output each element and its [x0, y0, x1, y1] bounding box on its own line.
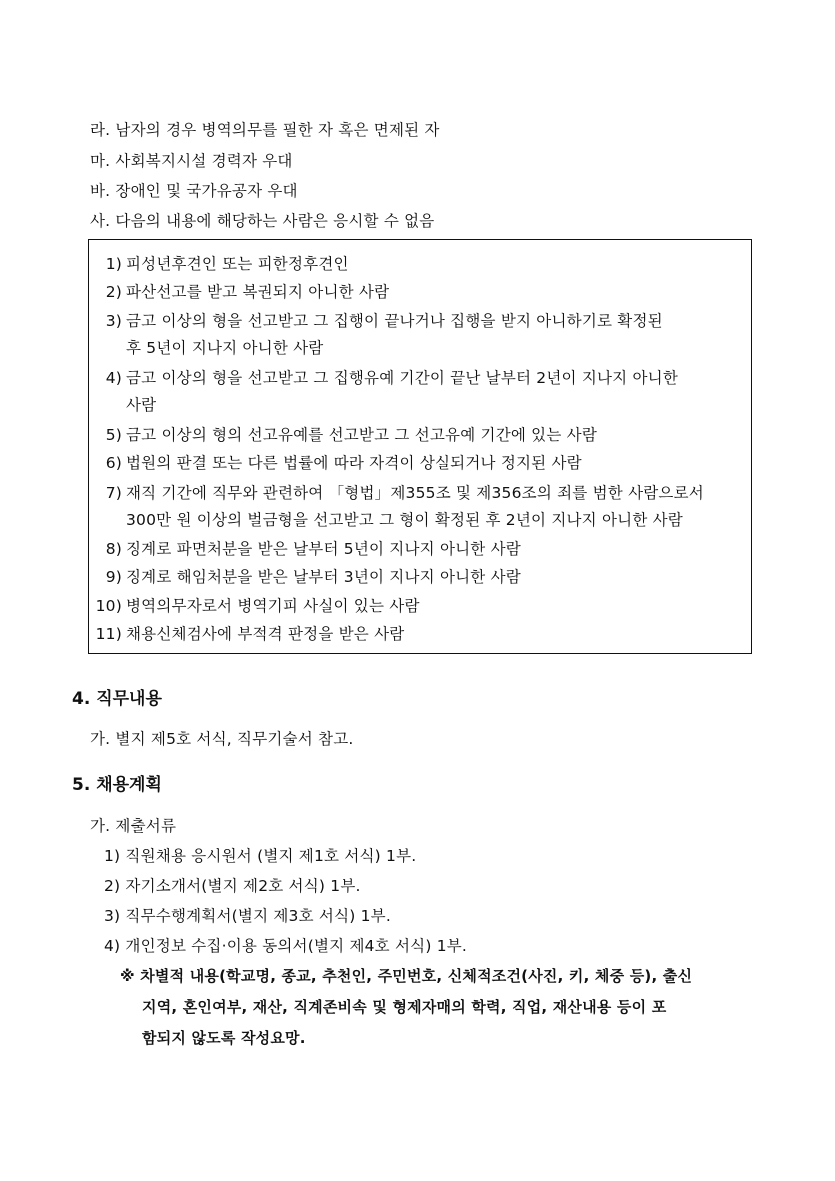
note-line: ※ 차별적 내용(학교명, 종교, 추천인, 주민번호, 신체적조건(사진, 키, 체중 등), 출신 [120, 967, 693, 985]
item-text: 채용신체검사에 부적격 판정을 받은 사람 [126, 625, 405, 643]
documents-subheading: 가. 제출서류 [90, 817, 177, 835]
item-number: 4) [105, 369, 122, 387]
disqualification-item [94, 596, 420, 616]
disqualification-item-continuation: 300만 원 이상의 벌금형을 선고받고 그 형이 확정된 후 2년이 지나지 아니한 사람 [126, 511, 683, 529]
section-heading-plan: 5. 채용계획 [72, 775, 162, 795]
item-text: 금고 이상의 형을 선고받고 그 집행이 끝나거나 집행을 받지 아니하기로 확정된 [126, 312, 663, 330]
item-text: 금고 이상의 형을 선고받고 그 집행유예 기간이 끝난 날부터 2년이 지나지 아니한 [126, 369, 678, 387]
disqualification-item [96, 425, 597, 445]
document-item: 3) 직무수행계획서(별지 제3호 서식) 1부. [104, 907, 391, 925]
job-description-item: 가. 별지 제5호 서식, 직무기술서 참고. [90, 730, 354, 748]
item-text: 법원의 판결 또는 다른 법률에 따라 자격이 상실되거나 정지된 사람 [126, 454, 582, 472]
document-item: 1) 직원채용 응시원서 (별지 제1호 서식) 1부. [104, 847, 417, 865]
item-number: 3) [105, 312, 122, 330]
disqualification-item-continuation: 사람 [126, 396, 157, 414]
item-number: 6) [105, 454, 122, 472]
item-text: 피성년후견인 또는 피한정후견인 [126, 255, 349, 273]
qualification-item: 사. 다음의 내용에 해당하는 사람은 응시할 수 없음 [90, 212, 435, 230]
disqualification-item [96, 282, 389, 302]
item-number: 1) [105, 255, 122, 273]
item-number: 10) [95, 597, 122, 615]
item-number: 9) [105, 568, 122, 586]
item-number: 8) [105, 540, 122, 558]
item-number: 11) [95, 625, 122, 643]
item-text: 금고 이상의 형의 선고유예를 선고받고 그 선고유예 기간에 있는 사람 [126, 426, 597, 444]
note-line: 지역, 혼인여부, 재산, 직계존비속 및 형제자매의 학력, 직업, 재산내용 등이 포 [142, 998, 667, 1016]
item-number: 2) [105, 283, 122, 301]
item-text: 파산선고를 받고 복권되지 아니한 사람 [126, 283, 390, 301]
qualification-item: 바. 장애인 및 국가유공자 우대 [90, 182, 298, 200]
document-item: 2) 자기소개서(별지 제2호 서식) 1부. [104, 877, 361, 895]
note-line: 함되지 않도록 작성요망. [142, 1029, 306, 1047]
disqualification-item [96, 311, 663, 331]
document-item: 4) 개인정보 수집·이용 동의서(별지 제4호 서식) 1부. [104, 937, 468, 955]
item-text: 병역의무자로서 병역기피 사실이 있는 사람 [126, 597, 420, 615]
disqualification-item [96, 254, 349, 274]
qualification-item: 라. 남자의 경우 병역의무를 필한 자 혹은 면제된 자 [90, 121, 440, 139]
item-text: 재직 기간에 직무와 관련하여 「형법」제355조 및 제356조의 죄를 범한 사람으로서 [126, 484, 704, 502]
disqualification-item [96, 539, 521, 559]
disqualification-item [96, 368, 678, 388]
section-heading-job: 4. 직무내용 [72, 689, 162, 709]
disqualification-item-continuation: 후 5년이 지나지 아니한 사람 [126, 339, 324, 357]
disqualification-item [96, 453, 582, 473]
item-text: 징계로 해임처분을 받은 날부터 3년이 지나지 아니한 사람 [126, 568, 521, 586]
disqualification-item [96, 567, 521, 587]
disqualification-item [96, 483, 704, 503]
item-number: 7) [105, 484, 122, 502]
item-number: 5) [105, 426, 122, 444]
qualification-item: 마. 사회복지시설 경력자 우대 [90, 152, 293, 170]
item-text: 징계로 파면처분을 받은 날부터 5년이 지나지 아니한 사람 [126, 540, 521, 558]
disqualification-item [94, 624, 404, 644]
